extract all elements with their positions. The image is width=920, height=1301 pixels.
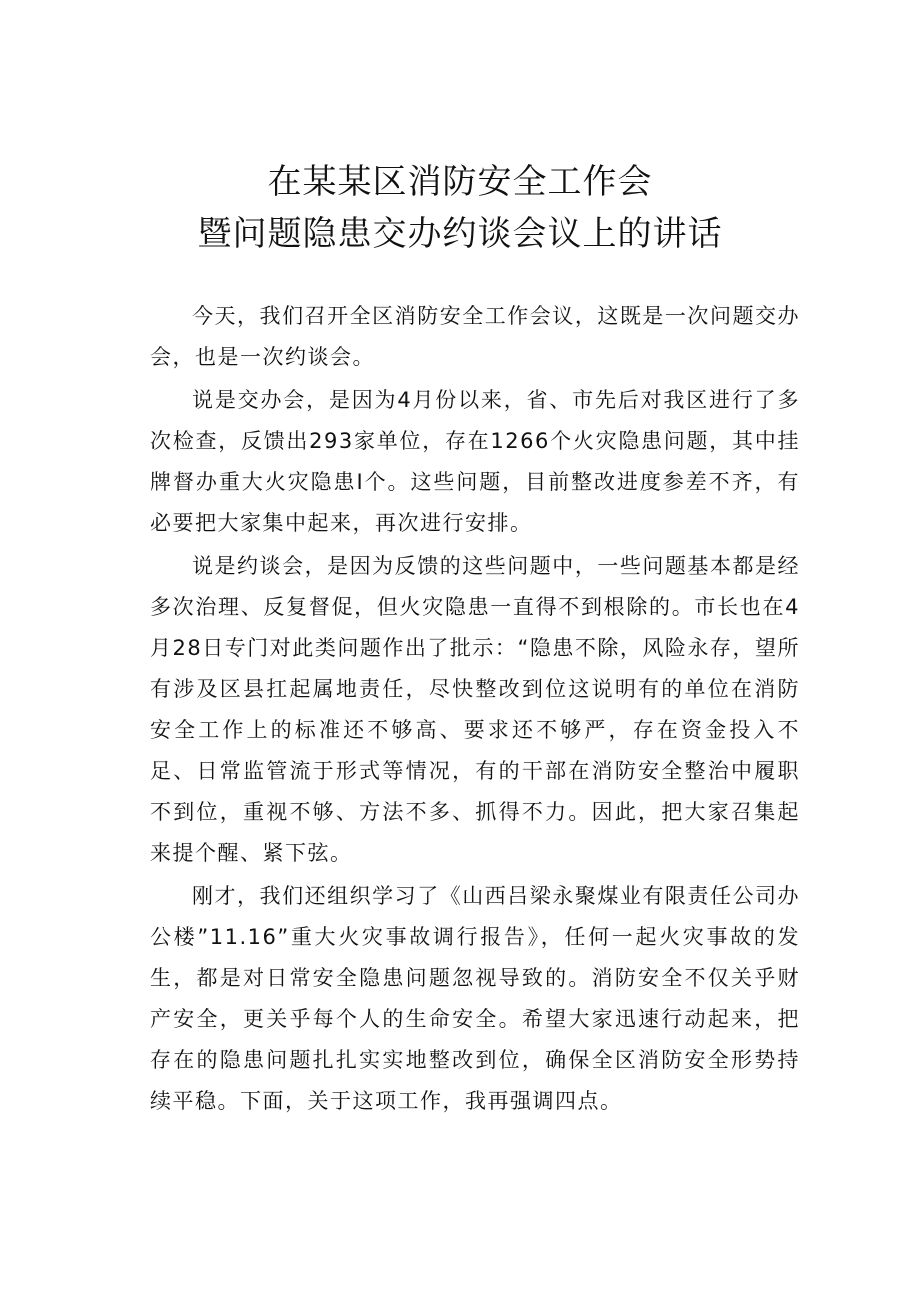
document-title [100,156,820,260]
paragraph-4: 刚才，我们还组织学习了《山西吕梁永聚煤业有限责任公司办公楼”11.16”重大火灾事故调行报告》，任何一起火灾事故的发生，都是对日常安全隐患问题忽视导致的。消防安全不仅关乎财产安全，更关乎每个人的生命安全。希望大家迅速行动起来，把存在的隐患问题扎扎实实地整改到位，确保全区消防安全形势持续平稳。下面，关于这项工作，我再强调四点。 [150,884,800,1113]
document-body [150,296,800,1124]
paragraph-2: 说是交办会，是因为4月份以来，省、市先后对我区进行了多次检查，反馈出293家单位，存在1266个火灾隐患问题，其中挂牌督办重大火灾隐患I个。这些问题，目前整改进度参差不齐，有必要把大家集中起来，再次进行安排。 [150,388,800,535]
paragraph-3: 说是约谈会，是因为反馈的这些问题中，一些问题基本都是经多次治理、反复督促，但火灾隐患一直得不到根除的。市长也在4月28日专门对此类问题作出了批示：“隐患不除，风险永存，望所有涉及区县扛起属地责任，尽快整改到位这说明有的单位在消防安全工作上的标准还不够高、要求还不够严，存在资金投入不足、日常监管流于形式等情况，有的干部在消防安全整治中履职不到位，重视不够、方法不多、抓得不力。因此，把大家召集起来提个醒、紧下弦。 [150,554,800,865]
paragraph-1: 今天，我们召开全区消防安全工作会议，这既是一次问题交办会，也是一次约谈会。 [150,304,800,369]
title-line-1: 在某某区消防安全工作会 [267,162,653,202]
title-line-2: 暨问题隐患交办约谈会议上的讲话 [197,214,723,254]
